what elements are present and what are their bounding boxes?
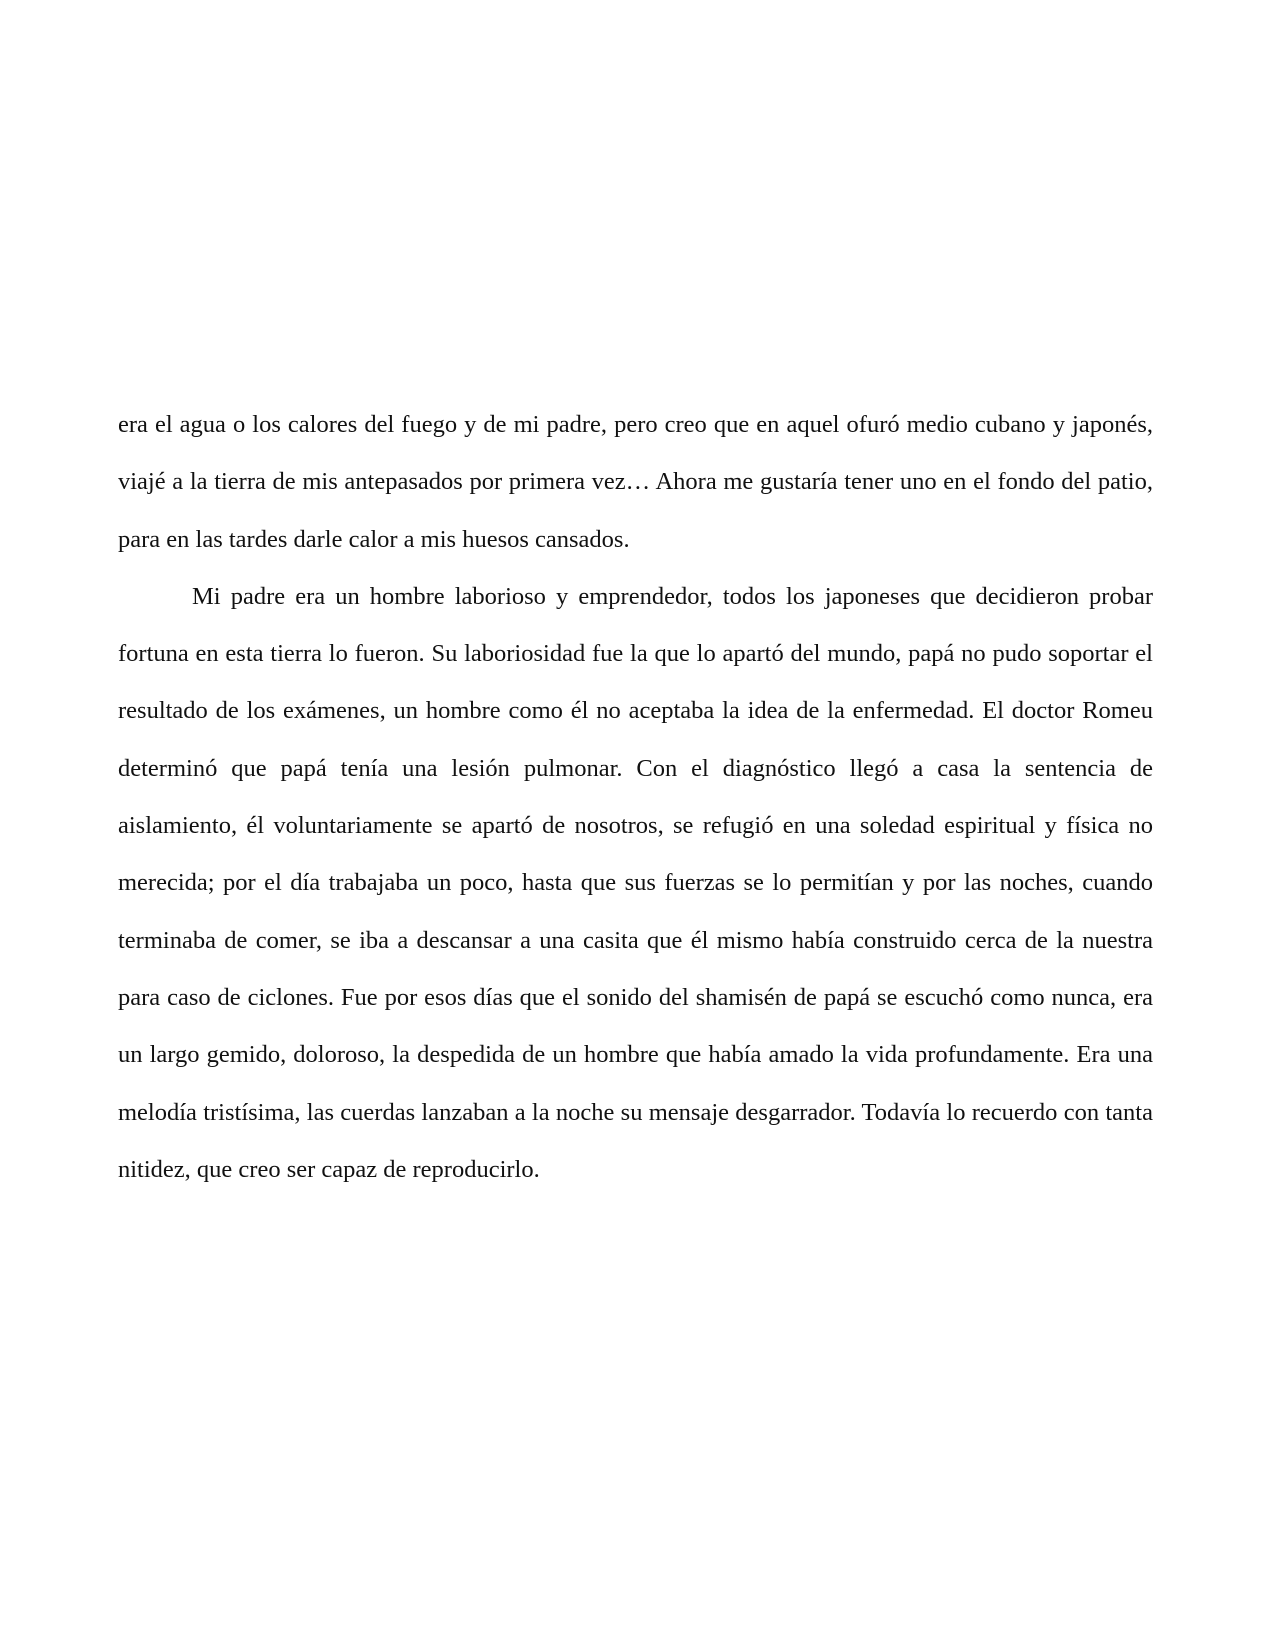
paragraph-continuation: era el agua o los calores del fuego y de mi padre, pero creo que en aquel ofuró medio cubano y japonés, viajé a la tierra de mis antepasados por primera vez… Ahora me gustaría tener uno en el fondo del patio, para en las tardes darle calor a mis huesos cansados.: [118, 411, 1153, 553]
body-text: [118, 396, 1153, 1198]
paragraph-father: Mi padre era un hombre laborioso y emprendedor, todos los japoneses que decidieron probar fortuna en esta tierra lo fueron. Su laboriosidad fue la que lo apartó del mundo, papá no pudo soportar el resultado de los exámenes, un hombre como él no aceptaba la idea de la enfermedad. El doctor Romeu determinó que papá tenía una lesión pulmonar. Con el diagnóstico llegó a casa la sentencia de aislamiento, él voluntariamente se apartó de nosotros, se refugió en una soledad espiritual y física no merecida; por el día trabajaba un poco, hasta que sus fuerzas se lo permitían y por las noches, cuando terminaba de comer, se iba a descansar a una casita que él mismo había construido cerca de la nuestra para caso de ciclones. Fue por esos días que el sonido del shamisén de papá se escuchó como nunca, era un largo gemido, doloroso, la despedida de un hombre que había amado la vida profundamente. Era una melodía tristísima, las cuerdas lanzaban a la noche su mensaje desgarrador. Todavía lo recuerdo con tanta nitidez, que creo ser capaz de reproducirlo.: [118, 582, 1153, 1183]
